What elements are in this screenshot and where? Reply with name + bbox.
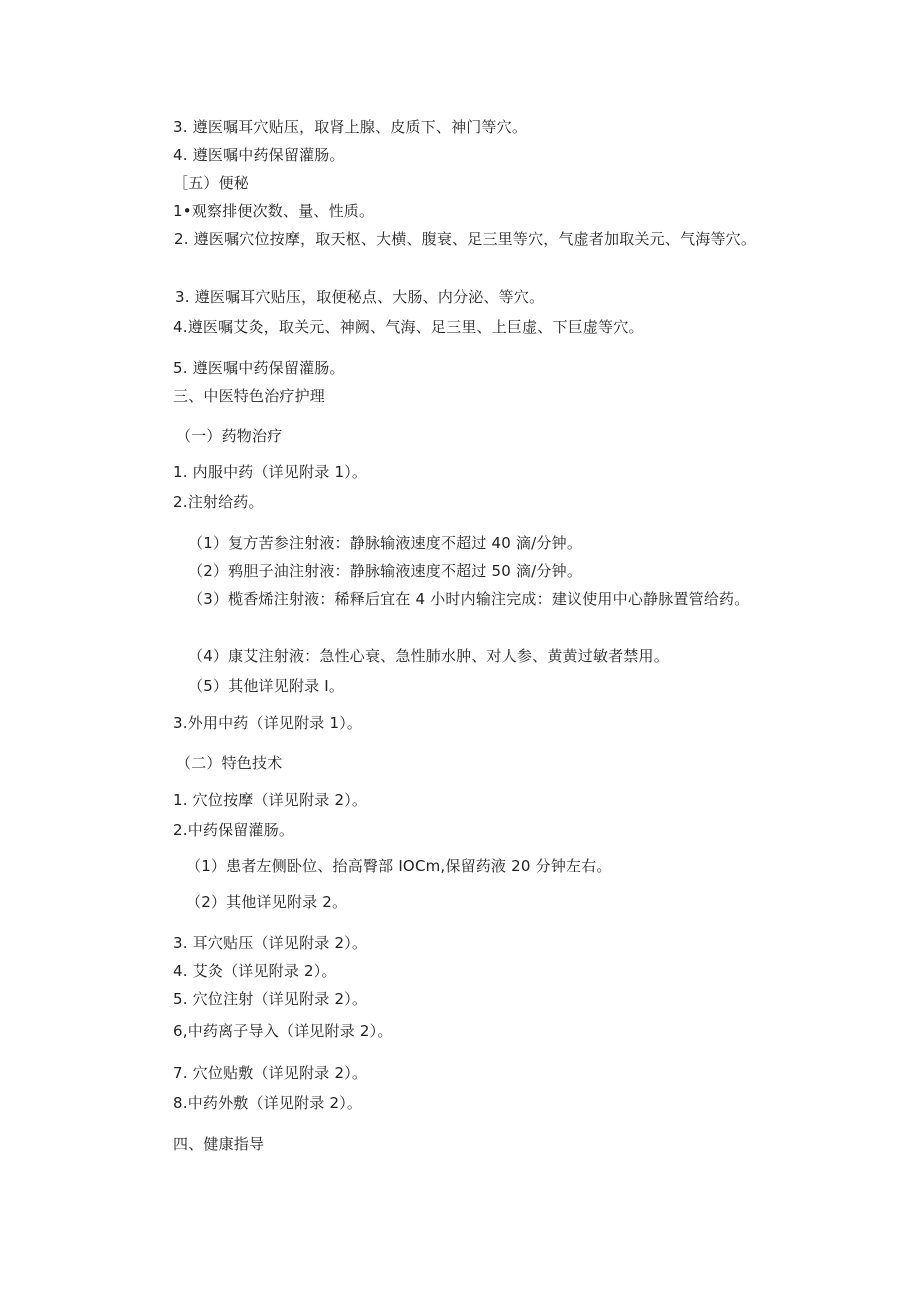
text-line: （2）其他详见附录 2。	[186, 893, 348, 911]
text-line: （5）其他详见附录 I。	[188, 677, 345, 695]
section-heading: ［五）便秘	[173, 174, 250, 192]
section-heading: 三、中医特色治疗护理	[173, 387, 326, 405]
text-line: 5. 遵医嘱中药保留灌肠。	[173, 359, 345, 377]
text-line: 4.遵医嘱艾灸，取关元、神阙、气海、足三里、上巨虚、下巨虚等穴。	[173, 318, 644, 336]
section-heading: 四、健康指导	[173, 1135, 265, 1153]
text-line: 6,中药离子导入（详见附录 2）。	[173, 1022, 393, 1040]
text-line: 7. 穴位贴敷（详见附录 2）。	[173, 1064, 368, 1082]
text-line: 2.注射给药。	[173, 493, 264, 511]
text-line: 4. 艾灸（详见附录 2）。	[173, 962, 337, 980]
text-line: （1）复方苦参注射液：静脉输液速度不超过 40 滴/分钟。	[188, 534, 583, 552]
text-line: 3. 耳穴贴压（详见附录 2）。	[173, 934, 368, 952]
text-line: 5. 穴位注射（详见附录 2）。	[173, 990, 368, 1008]
text-line: 3. 遵医嘱耳穴贴压，取肾上腺、皮质下、神门等穴。	[173, 118, 528, 136]
text-line: （4）康艾注射液：急性心衰、急性肺水肿、对人参、黄黄过敏者禁用。	[188, 647, 669, 665]
text-line: 3. 遵医嘱耳穴贴压，取便秘点、大肠、内分泌、等穴。	[175, 288, 545, 306]
subsection-heading: （一）药物治疗	[176, 427, 283, 445]
text-line: 8.中药外敷（详见附录 2）。	[173, 1094, 363, 1112]
text-line: 4. 遵医嘱中药保留灌肠。	[173, 146, 345, 164]
text-line: （2）鸦胆子油注射液：静脉输液速度不超过 50 滴/分钟。	[188, 562, 583, 580]
text-line: 1. 内服中药（详见附录 1）。	[173, 463, 368, 481]
subsection-heading: （二）特色技术	[176, 754, 283, 772]
text-line: 3.外用中药（详见附录 1）。	[173, 714, 363, 732]
text-line: 2.中药保留灌肠。	[173, 821, 295, 839]
text-paragraph: 2. 遵医嘱穴位按摩，取天枢、大横、腹衰、足三里等穴，气虚者加取关元、气海等穴。	[174, 230, 757, 248]
text-line: （1）患者左侧卧位、抬高臀部 IOCm,保留药液 20 分钟左右。	[186, 857, 612, 875]
text-line: 1•观察排便次数、量、性质。	[173, 202, 375, 220]
text-line: 1. 穴位按摩（详见附录 2）。	[173, 791, 368, 809]
text-paragraph: （3）榄香烯注射液：稀释后宜在 4 小时内输注完成：建议使用中心静脉置管给药。	[188, 590, 750, 608]
